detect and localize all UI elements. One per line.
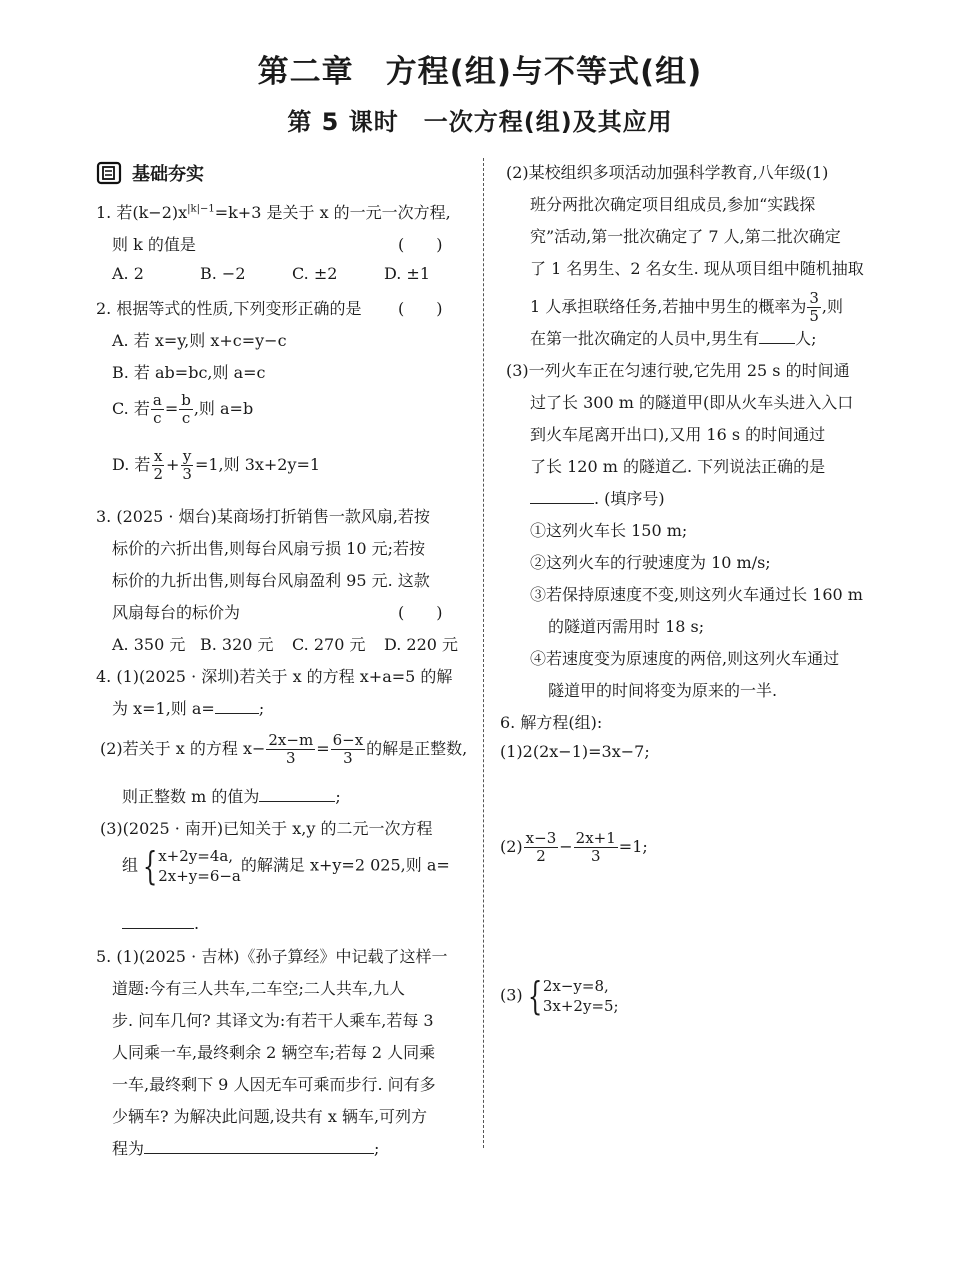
q5-p2-prob-pre: 1 人承担联络任务,若抽中男生的概率为	[530, 297, 807, 316]
brace: {	[527, 974, 543, 1018]
q4-part2-line2	[122, 784, 341, 807]
equals: =	[316, 739, 330, 758]
q5-part1-line5: 一车,最终剩下 9 人因无车可乘而步行. 问有多	[112, 1075, 436, 1094]
statement-4-cont: 隧道甲的时间将变为原来的一半.	[548, 681, 778, 700]
q1-text-1: 若(k−2)x	[116, 203, 188, 222]
fraction	[151, 448, 165, 483]
q5-part3-line5	[530, 486, 665, 509]
q5-number: 5.	[96, 947, 112, 966]
equation-1: x+2y=4a,	[158, 847, 234, 865]
answer-blank[interactable]	[144, 1137, 374, 1154]
q4-p3-end: .	[194, 914, 200, 933]
fraction	[807, 290, 821, 325]
answer-blank[interactable]	[122, 912, 194, 929]
statement-1: ①这列火车长 150 m;	[530, 521, 688, 540]
q4-p2-pre: (2)若关于 x 的方程 x−	[100, 739, 266, 758]
q3-option-a: A. 350 元	[112, 635, 186, 654]
q4-p3-pre: 组	[122, 855, 139, 875]
q1-option-c: C. ±2	[292, 264, 338, 283]
q2-d-pre: D. 若	[112, 455, 151, 474]
q5-part2-line5	[530, 290, 843, 325]
q4-p2-text-2: 则正整数 m 的值为	[122, 787, 260, 806]
q6-part1: (1)2(2x−1)=3x−7;	[500, 742, 650, 761]
q1-option-b: B. −2	[200, 264, 246, 283]
q6-stem	[500, 710, 602, 733]
numerator: b	[181, 391, 191, 409]
q4-part1-line1	[96, 664, 452, 687]
q2-c-post: ,则 a=b	[193, 399, 254, 418]
q5-part2-line6	[530, 326, 817, 349]
q6-number: 6.	[500, 713, 516, 732]
q5-part2-line4: 了 1 名男生、2 名女生. 现从项目组中随机抽取	[530, 259, 864, 278]
q1-option-a: A. 2	[112, 264, 144, 283]
q2-answer-paren: ( )	[398, 299, 443, 318]
q3-line-3: 标价的九折出售,则每台风扇盈利 95 元. 这款	[112, 571, 430, 590]
q3-line-2: 标价的六折出售,则每台风扇亏损 10 元;若按	[112, 539, 426, 558]
q5-part1-line1	[96, 944, 448, 967]
q4-number: 4.	[96, 667, 112, 686]
q6-p3-pre: (3)	[500, 985, 523, 1005]
q5-part3-line1: (3)一列火车正在匀速行驶,它先用 25 s 的时间通	[506, 361, 850, 380]
denominator: 5	[809, 307, 819, 325]
q3-text-1: (2025 · 烟台)某商场打折销售一款风扇,若按	[116, 507, 430, 526]
q1-option-d: D. ±1	[384, 264, 431, 283]
answer-blank[interactable]	[215, 697, 259, 714]
q5-p1-text-1: (1)(2025 · 吉林)《孙子算经》中记载了这样一	[116, 947, 448, 966]
fraction	[331, 732, 366, 767]
q4-part1-line2	[112, 696, 264, 719]
q3-option-c: C. 270 元	[292, 635, 366, 654]
q2-option-d	[112, 448, 320, 483]
denominator: 3	[182, 465, 192, 483]
q2-option-c	[112, 392, 253, 427]
q4-p3-post: 的解满足 x+y=2 025,则 a=	[240, 855, 450, 875]
q6-p2-post: =1;	[618, 837, 648, 856]
q5-part2-line2: 班分两批次确定项目组成员,参加“实践探	[530, 195, 816, 214]
equation-2: 2x+y=6−a	[158, 867, 241, 885]
lesson-title: 第 5 课时 一次方程(组)及其应用	[287, 108, 673, 136]
q4-part2-line1	[100, 732, 467, 767]
statement-4: ④若速度变为原速度的两倍,则这列火车通过	[530, 649, 840, 668]
q5-part1-line7	[112, 1136, 379, 1159]
fraction	[574, 830, 618, 865]
chapter-title: 第二章 方程(组)与不等式(组)	[257, 54, 703, 90]
q4-part3-line3	[122, 912, 199, 933]
fraction	[151, 392, 164, 427]
q3-option-b: B. 320 元	[200, 635, 274, 654]
numerator: 2x+1	[575, 829, 616, 847]
q4-part3-line1: (3)(2025 · 南开)已知关于 x,y 的二元一次方程	[100, 819, 433, 838]
q5-p1-last: 程为	[112, 1139, 145, 1158]
equation-2: 3x+2y=5;	[542, 997, 619, 1015]
denominator: c	[153, 409, 162, 427]
answer-blank[interactable]	[530, 487, 594, 504]
q2-number: 2.	[96, 299, 112, 318]
q3-line-4: 风扇每台的标价为	[112, 603, 241, 622]
q5-part1-line4: 人同乘一车,最终剩余 2 辆空车;若每 2 人同乘	[112, 1043, 436, 1062]
q5-part1-line6: 少辆车? 为解决此问题,设共有 x 辆车,可列方	[112, 1107, 428, 1126]
q5-part3-line2: 过了长 300 m 的隧道甲(即从火车头进入入口	[530, 393, 854, 412]
q1-exponent: |k|−1	[187, 203, 215, 215]
denominator: 3	[590, 847, 601, 865]
q4-p1-text-2: 为 x=1,则 a=	[112, 699, 215, 718]
numerator: a	[152, 391, 162, 409]
numerator: x	[153, 447, 163, 465]
q5-p3-fill-post: . (填序号)	[594, 489, 665, 508]
q2-option-b: B. 若 ab=bc,则 a=c	[112, 363, 266, 382]
q1-stem	[96, 200, 451, 223]
q1-number: 1.	[96, 203, 112, 222]
q1-answer-paren: ( )	[398, 235, 443, 254]
section-heading	[96, 160, 204, 186]
answer-blank[interactable]	[259, 785, 335, 802]
q3-option-d: D. 220 元	[384, 635, 459, 654]
numerator: y	[182, 447, 192, 465]
q5-p2-last: 在第一批次确定的人员中,男生有	[530, 329, 760, 348]
fraction	[179, 392, 193, 427]
statement-3-cont: 的隧道丙需用时 18 s;	[548, 617, 705, 636]
numerator: 2x−m	[268, 731, 314, 749]
q1-line2: 则 k 的值是	[112, 235, 196, 254]
minus: −	[559, 837, 573, 856]
numerator: x−3	[525, 829, 557, 847]
equation-1: 2x−y=8,	[542, 977, 609, 995]
fraction	[524, 830, 559, 865]
q5-part3-line4: 了长 120 m 的隧道乙. 下列说法正确的是	[530, 457, 826, 476]
q5-p2-last-end: 人;	[795, 329, 817, 348]
q5-part2-line3: 究”活动,第一批次确定了 7 人,第二批次确定	[530, 227, 841, 246]
q3-answer-paren: ( )	[398, 603, 443, 622]
fraction	[180, 448, 194, 483]
equals: =	[164, 399, 179, 418]
denominator: c	[181, 409, 191, 427]
numerator: 6−x	[332, 731, 364, 749]
brace: {	[142, 844, 158, 888]
statement-3: ③若保持原速度不变,则这列火车通过长 160 m	[530, 585, 863, 604]
denominator: 3	[286, 749, 296, 767]
section-title: 基础夯实	[132, 164, 204, 185]
q2-d-post: =1,则 3x+2y=1	[194, 455, 321, 474]
q2-text: 根据等式的性质,下列变形正确的是	[116, 299, 362, 318]
q3-number: 3.	[96, 507, 112, 526]
q3-line-1	[96, 504, 430, 527]
statement-2: ②这列火车的行驶速度为 10 m/s;	[530, 553, 771, 572]
q4-part3-line2	[122, 846, 450, 886]
denominator: 2	[536, 847, 546, 865]
book-icon	[96, 160, 122, 186]
column-divider	[483, 158, 484, 1148]
q1-text-2: =k+3 是关于 x 的一元一次方程,	[214, 203, 451, 222]
numerator: 3	[809, 289, 819, 307]
denominator: 3	[343, 749, 353, 767]
q6-text: 解方程(组):	[520, 713, 603, 732]
equation-system	[543, 976, 619, 1016]
q4-p1-end: ;	[258, 699, 265, 718]
answer-blank[interactable]	[759, 327, 795, 344]
q6-part2	[500, 830, 648, 865]
equation-system	[158, 846, 241, 886]
q2-stem	[96, 296, 361, 319]
plus: +	[165, 455, 180, 474]
q5-part1-line3: 步. 问车几何? 其译文为:有若干人乘车,若每 3	[112, 1011, 434, 1030]
q6-part3	[500, 976, 619, 1016]
q2-option-a: A. 若 x=y,则 x+c=y−c	[112, 331, 287, 350]
q5-p1-end: ;	[374, 1139, 380, 1158]
fraction	[266, 732, 315, 767]
q5-part1-line2: 道题:今有三人共车,二车空;二人共车,九人	[112, 979, 405, 998]
q2-c-pre: C. 若	[112, 399, 150, 418]
q6-p2-pre: (2)	[500, 837, 523, 856]
q5-p2-prob-post: ,则	[821, 297, 843, 316]
denominator: 2	[153, 465, 163, 483]
q4-p1-text: (1)(2025 · 深圳)若关于 x 的方程 x+a=5 的解	[116, 667, 453, 686]
q4-p2-post: 的解是正整数,	[366, 739, 468, 758]
q5-part2-line1: (2)某校组织多项活动加强科学教育,八年级(1)	[506, 163, 829, 182]
q5-part3-line3: 到火车尾离开出口),又用 16 s 的时间通过	[530, 425, 826, 444]
q4-p2-end: ;	[335, 787, 341, 806]
